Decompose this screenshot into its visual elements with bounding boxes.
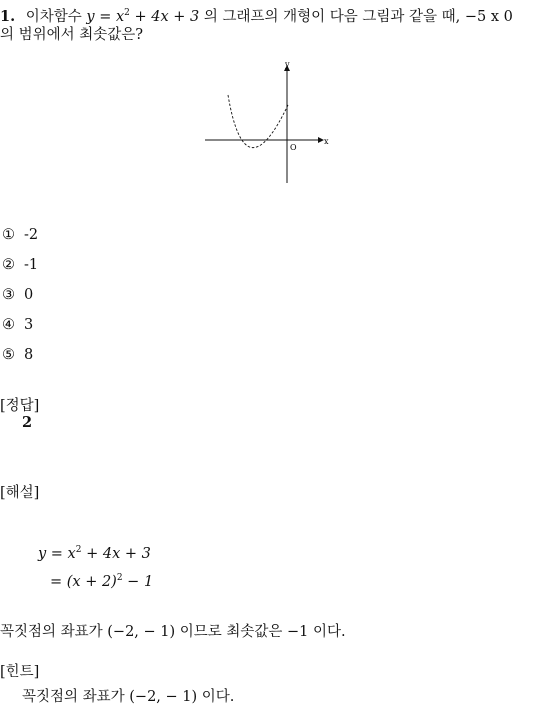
option-4-value: 3 bbox=[24, 317, 34, 333]
option-3[interactable] bbox=[2, 287, 33, 303]
option-5[interactable] bbox=[2, 347, 33, 363]
question-intro: 이차함수 bbox=[25, 9, 82, 25]
explanation-formula-2: = $(x + 2)^2 - 1$ bbox=[50, 573, 154, 590]
option-1-mark: ① bbox=[2, 227, 15, 243]
question-line-2: 의 범위에서 최솟값은? bbox=[0, 27, 144, 43]
explanation-heading: [해설] bbox=[0, 485, 40, 501]
parabola-graph bbox=[200, 60, 335, 185]
option-2-value: -1 bbox=[24, 257, 39, 273]
option-2[interactable] bbox=[2, 257, 38, 273]
question-line-1 bbox=[0, 4, 513, 26]
option-5-mark: ⑤ bbox=[2, 347, 15, 363]
explanation-formula-1: $y = x^2 + 4x + 3$ bbox=[38, 545, 151, 562]
option-1-value: -2 bbox=[24, 227, 39, 243]
option-5-value: 8 bbox=[24, 347, 34, 363]
option-1[interactable] bbox=[2, 227, 38, 243]
question-range: −5 x 0 bbox=[464, 9, 513, 25]
option-2-mark: ② bbox=[2, 257, 15, 273]
origin-label: O bbox=[290, 143, 297, 152]
hint-text: 꼭짓점의 좌표가 (−2, − 1) 이다. bbox=[22, 689, 235, 705]
y-axis-label: y bbox=[285, 60, 290, 69]
answer-value: 2 bbox=[22, 414, 33, 431]
parabola-figure bbox=[200, 60, 335, 189]
explanation-conclusion: 꼭짓점의 좌표가 (−2, − 1) 이므로 최솟값은 −1 이다. bbox=[0, 624, 346, 640]
option-4-mark: ④ bbox=[2, 317, 15, 333]
hint-heading: [힌트] bbox=[0, 664, 40, 680]
question-number: 1. bbox=[0, 8, 16, 25]
question-tail: 의 그래프의 개형이 다음 그림과 같을 때, bbox=[203, 9, 461, 25]
x-axis-label: x bbox=[324, 137, 329, 146]
option-3-value: 0 bbox=[24, 287, 34, 303]
option-4[interactable] bbox=[2, 317, 33, 333]
question-equation: $y = x^2 + 4x + 3$ bbox=[86, 8, 200, 25]
answer-heading: [정답] bbox=[0, 398, 40, 414]
option-3-mark: ③ bbox=[2, 287, 15, 303]
